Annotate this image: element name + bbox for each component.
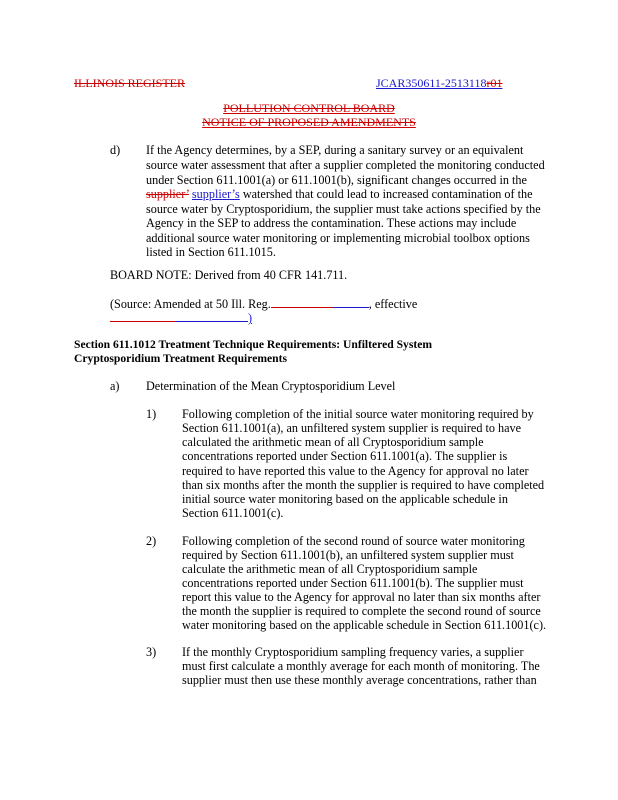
para-d-line: listed in Section 611.1015. — [146, 245, 276, 259]
jcar-code-deleted: r01 — [486, 76, 503, 90]
para-d-line: additional source water monitoring or implementing microbial toolbox options — [146, 231, 530, 245]
notice-title: NOTICE OF PROPOSED AMENDMENTS — [202, 115, 416, 129]
para-d-line-edited — [146, 187, 533, 201]
para-a-marker: a) — [110, 379, 120, 393]
para-d-line: source water assessment that after a supplier completed the monitoring conducted — [146, 158, 545, 172]
section-heading: Section 611.1012 Treatment Technique Requirements: Unfiltered System — [74, 338, 433, 351]
para-a-title: Determination of the Mean Cryptosporidium Level — [146, 379, 396, 393]
para-d-line: Agency in the SEP to address the contamination. These actions may include — [146, 216, 517, 230]
item-1-line: calculated the arithmetic mean of all Cryptosporidium sample — [182, 435, 484, 449]
jcar-code-main: JCAR350611-2513118 — [376, 76, 487, 90]
item-1-line: Following completion of the initial source water monitoring required by — [182, 407, 534, 421]
item-1-line: Section 611.1001(a), an unfiltered system supplier is required to have — [182, 421, 522, 435]
deleted-text: supplier’ — [146, 187, 189, 201]
source-effective: , effective — [368, 297, 418, 311]
item-2-line: report this value to the Agency for approval no later than six months after — [182, 590, 541, 604]
item-3-line: If the monthly Cryptosporidium sampling frequency varies, a supplier — [182, 645, 524, 659]
para-d-marker: d) — [110, 143, 121, 157]
para-d-line-rest: watershed that could lead to increased contamination of the — [242, 187, 533, 201]
jcar-code — [376, 76, 502, 91]
blank-inserted — [176, 320, 248, 322]
source-line — [110, 297, 417, 311]
para-d-line: under Section 611.1001(a) or 611.1001(b), significant changes occurred in the — [146, 173, 527, 187]
item-3-line: must first calculate a monthly average for each month of monitoring. The — [182, 659, 540, 673]
item-2-line: required by Section 611.1001(b), an unfiltered system supplier must — [182, 548, 514, 562]
item-1-line: concentrations reported under Section 611.1001(a). The supplier is — [182, 449, 508, 463]
item-1-line: required to have reported this value to the Agency for approval no later — [182, 464, 529, 478]
item-2-line: the month the supplier is required to complete the second round of source — [182, 604, 541, 618]
source-text: (Source: Amended at 50 Ill. Reg. — [110, 297, 271, 311]
para-d-line: source water by Cryptosporidium, the supplier must take actions specified by the — [146, 202, 541, 216]
source-close: ) — [248, 311, 253, 325]
inserted-text: supplier’s — [191, 187, 240, 201]
item-3-line: supplier must then use these monthly average concentrations, rather than — [182, 673, 537, 687]
item-1-line: than six months after the month the supplier is required to have completed — [182, 478, 545, 492]
blank-inserted — [333, 306, 369, 308]
item-3-marker: 3) — [146, 645, 157, 659]
board-note: BOARD NOTE: Derived from 40 CFR 141.711. — [110, 268, 348, 282]
item-2-marker: 2) — [146, 534, 157, 548]
item-2-line: water monitoring based on the applicable schedule in Section 611.1001(c). — [182, 618, 547, 632]
register-header: ILLINOIS REGISTER — [74, 76, 185, 90]
source-line-2 — [110, 311, 252, 325]
item-2-line: calculate the arithmetic mean of all Cryptosporidium sample — [182, 562, 478, 576]
item-1-marker: 1) — [146, 407, 157, 421]
item-2-line: concentrations reported under Section 611.1001(b). The supplier must — [182, 576, 524, 590]
blank-deleted — [110, 320, 176, 322]
para-d-line: If the Agency determines, by a SEP, during a sanitary survey or an equivalent — [146, 143, 524, 157]
section-heading-2: Cryptosporidium Treatment Requirements — [74, 352, 287, 365]
item-1-line: Section 611.1001(c). — [182, 506, 284, 520]
blank-deleted — [271, 306, 333, 308]
item-2-line: Following completion of the second round of source water monitoring — [182, 534, 525, 548]
item-1-line: initial source water monitoring based on the applicable schedule in — [182, 492, 508, 506]
agency-name: POLLUTION CONTROL BOARD — [223, 101, 395, 115]
